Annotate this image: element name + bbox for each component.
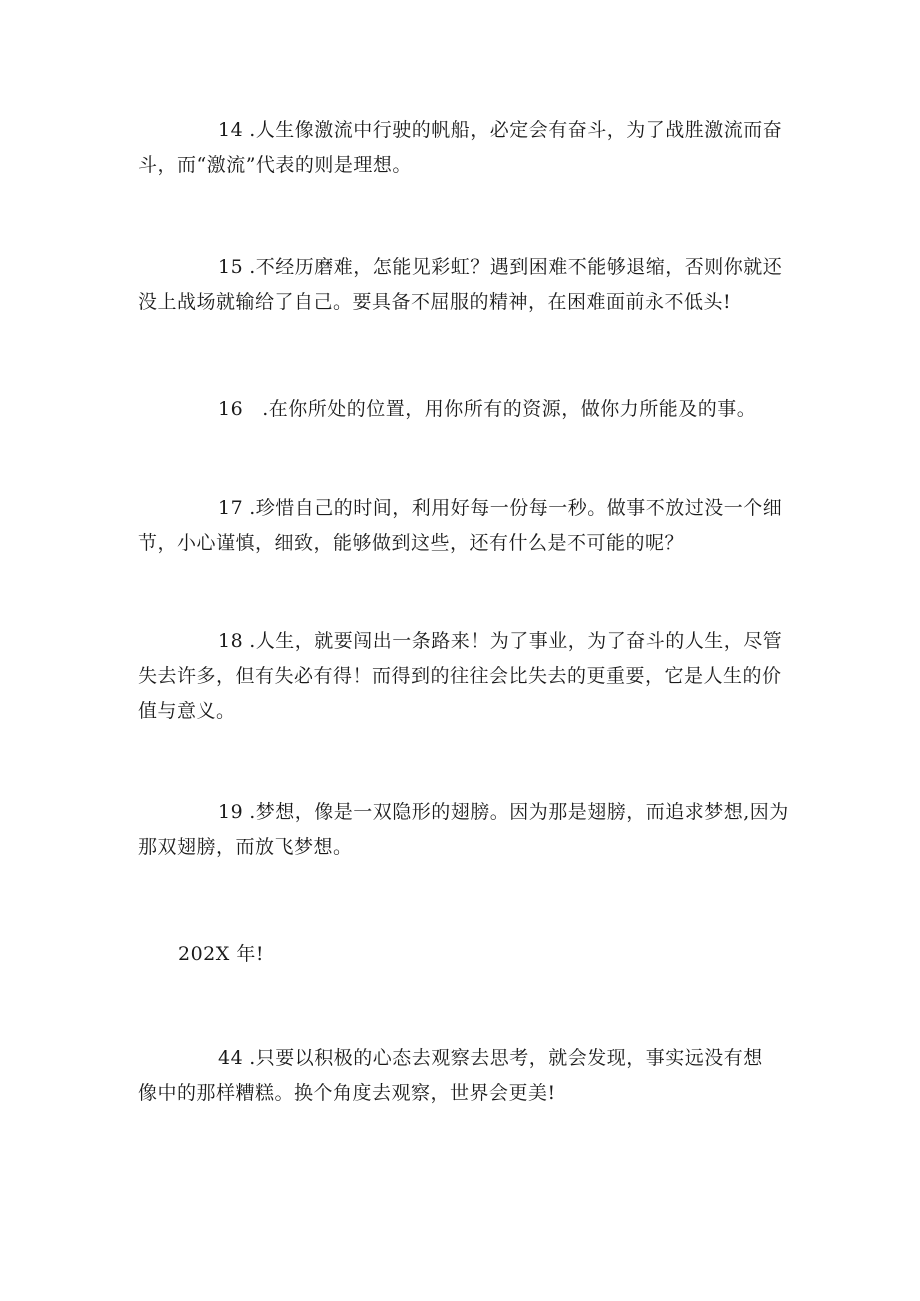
- paragraph-number: 15: [218, 256, 244, 278]
- paragraph-year: [138, 937, 798, 972]
- paragraph-text: .在你所处的位置，用你所有的资源，做你力所能及的事。: [249, 398, 757, 420]
- paragraph-number: 17: [218, 497, 244, 519]
- paragraph-number: 44: [218, 1047, 244, 1069]
- paragraph-text: .人生，就要闯出一条路来！为了事业，为了奋斗的人生，尽管失去许多，但有失必有得！而得到的往往会比失去的更重要，它是人生的价值与意义。: [138, 630, 783, 722]
- paragraph-19: [138, 795, 798, 865]
- paragraph-18: [138, 624, 798, 729]
- paragraph-16: [138, 392, 798, 427]
- paragraph-text: .梦想，像是一双隐形的翅膀。因为那是翅膀，而追求梦想,因为那双翅膀，而放飞梦想。: [138, 801, 789, 858]
- paragraph-text: .只要以积极的心态去观察去思考，就会发现，事实远没有想像中的那样糟糕。换个角度去观察，世界会更美!: [138, 1047, 763, 1104]
- paragraph-number: 18: [218, 630, 244, 652]
- paragraph-text: .珍惜自己的时间，利用好每一份每一秒。做事不放过没一个细节，小心谨慎，细致，能够做到这些，还有什么是不可能的呢？: [138, 497, 783, 554]
- paragraph-number: 16: [218, 398, 244, 420]
- paragraph-15: [138, 250, 798, 320]
- paragraph-17: [138, 491, 798, 561]
- paragraph-14: [138, 113, 798, 183]
- paragraph-number: 19: [218, 801, 244, 823]
- paragraph-text: .人生像激流中行驶的帆船，必定会有奋斗，为了战胜激流而奋斗，而“激流”代表的则是理想。: [138, 119, 783, 176]
- paragraph-text: .不经历磨难，怎能见彩虹？遇到困难不能够退缩，否则你就还没上战场就输给了自己。要具备不屈服的精神，在困难面前永不低头!: [138, 256, 783, 313]
- paragraph-number: 14: [218, 119, 244, 141]
- paragraph-text: 202X 年!: [178, 943, 264, 965]
- paragraph-44: [138, 1041, 778, 1111]
